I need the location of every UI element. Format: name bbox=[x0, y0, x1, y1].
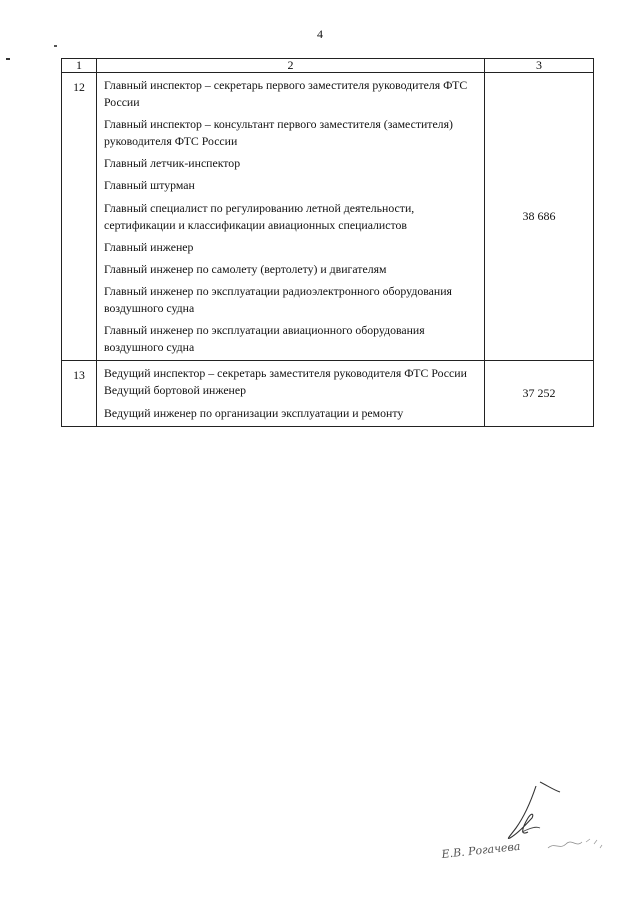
positions-cell bbox=[97, 361, 485, 426]
salary-amount: 38 686 bbox=[485, 73, 594, 361]
column-header: 3 bbox=[485, 59, 594, 73]
page-number: 4 bbox=[317, 27, 323, 41]
salary-table bbox=[61, 58, 594, 427]
position-title: Главный специалист по регулированию летной деятельности, сертификации и классификации авиационных специалистов bbox=[104, 200, 415, 232]
position-title: Ведущий инженер по организации эксплуатации и ремонту bbox=[104, 405, 404, 420]
position-title: Главный инженер bbox=[104, 239, 194, 254]
position-title: Главный инженер по самолету (вертолету) и двигателям bbox=[104, 261, 387, 276]
column-header: 2 bbox=[97, 59, 485, 73]
column-header: 1 bbox=[62, 59, 97, 73]
row-number: 12 bbox=[62, 73, 97, 361]
position-title: Главный летчик-инспектор bbox=[104, 156, 241, 171]
header-row bbox=[62, 59, 594, 73]
position-title: Ведущий инспектор – секретарь заместителя руководителя ФТС России bbox=[104, 366, 467, 381]
table-row bbox=[62, 361, 594, 426]
row-number: 13 bbox=[62, 361, 97, 426]
position-title: Главный инспектор – консультант первого заместителя (заместителя) руководителя ФТС России bbox=[104, 117, 453, 149]
scan-mark bbox=[6, 58, 10, 60]
position-title: Главный инспектор – секретарь первого заместителя руководителя ФТС России bbox=[104, 78, 468, 110]
salary-amount: 37 252 bbox=[485, 361, 594, 426]
scan-mark bbox=[54, 45, 57, 47]
handwritten-signature bbox=[436, 778, 616, 868]
position-title: Главный инженер по эксплуатации радиоэлектронного оборудования воздушного судна bbox=[104, 283, 452, 316]
signature-text: Е.В. Рогачева bbox=[440, 839, 521, 861]
positions-cell bbox=[97, 73, 485, 361]
position-title: Главный инженер по эксплуатации авиационного оборудования воздушного судна bbox=[104, 323, 425, 355]
table-row bbox=[62, 73, 594, 361]
position-title: Ведущий бортовой инженер bbox=[104, 383, 247, 398]
position-title: Главный штурман bbox=[104, 178, 195, 193]
